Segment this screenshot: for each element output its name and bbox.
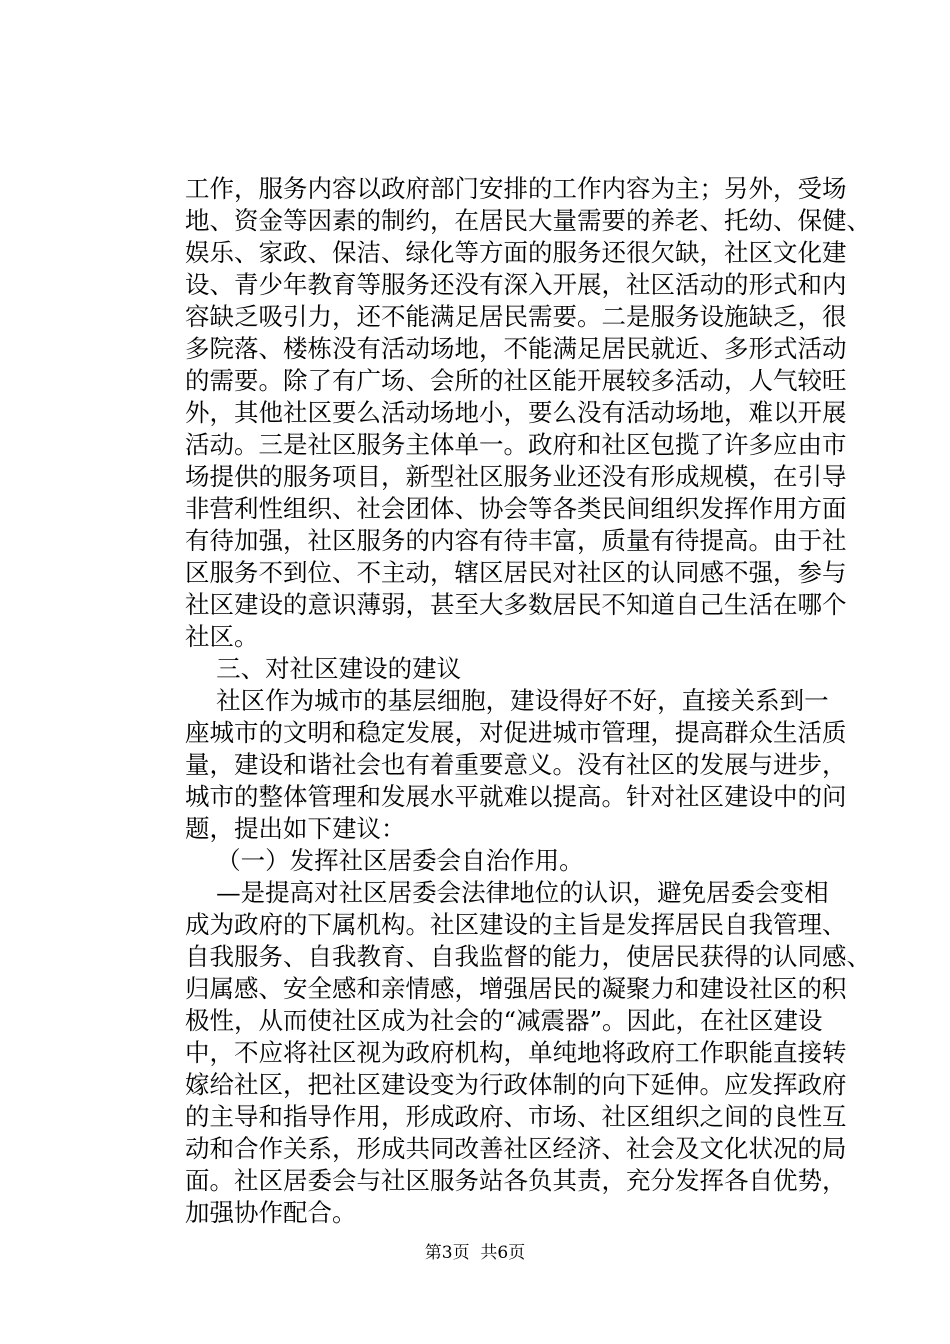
- text-line: 中，不应将社区视为政府机构，单纯地将政府工作职能直接转: [185, 1038, 847, 1067]
- text-line: 动和合作关系，形成共同改善社区经济、社会及文化状况的局: [185, 1134, 847, 1163]
- text-line: 极性，从而使社区成为社会的“减震器”。因此，在社区建设: [185, 1006, 823, 1035]
- text-line: 社区作为城市的基层细胞，建设得好不好，直接关系到一: [185, 686, 829, 715]
- text-line: 城市的整体管理和发展水平就难以提高。针对社区建设中的问: [185, 782, 847, 811]
- text-line: 工作，服务内容以政府部门安排的工作内容为主；另外，受场: [185, 174, 847, 203]
- text-line: 娱乐、家政、保洁、绿化等方面的服务还很欠缺，社区文化建: [185, 238, 847, 267]
- subsection-heading: （一）发挥社区居委会自治作用。: [185, 846, 584, 875]
- text-line: 座城市的文明和稳定发展，对促进城市管理，提高群众生活质: [185, 718, 847, 747]
- text-line: 区服务不到位、不主动，辖区居民对社区的认同感不强，参与: [185, 558, 847, 587]
- text-line: 面。社区居委会与社区服务站各负其责，充分发挥各自优势，: [185, 1166, 847, 1195]
- text-line: —是提高对社区居委会法律地位的认识，避免居委会变相: [185, 878, 829, 907]
- text-line: 嫁给社区，把社区建设变为行政体制的向下延伸。应发挥政府: [185, 1070, 847, 1099]
- text-line: 容缺乏吸引力，还不能满足居民需要。二是服务设施缺乏，很: [185, 302, 847, 331]
- text-line: 加强协作配合。: [185, 1198, 357, 1227]
- text-line: 社区。: [185, 622, 259, 651]
- text-line: 的主导和指导作用，形成政府、市场、社区组织之间的良性互: [185, 1102, 847, 1131]
- text-line: 设、青少年教育等服务还没有深入开展，社区活动的形式和内: [185, 270, 847, 299]
- text-line: 题，提出如下建议：: [185, 814, 406, 843]
- text-line: 成为政府的下属机构。社区建设的主旨是发挥居民自我管理、: [185, 910, 847, 939]
- section-heading: 三、对社区建设的建议: [185, 654, 462, 683]
- body-text: [185, 173, 871, 1229]
- text-line: 活动。三是社区服务主体单一。政府和社区包揽了许多应由市: [185, 430, 847, 459]
- text-line: 场提供的服务项目，新型社区服务业还没有形成规模，在引导: [185, 462, 847, 491]
- page-number-footer: 第3页 共6页: [424, 1243, 526, 1263]
- text-line: 有待加强，社区服务的内容有待丰富，质量有待提高。由于社: [185, 526, 847, 555]
- text-line: 归属感、安全感和亲情感，增强居民的凝聚力和建设社区的积: [185, 974, 847, 1003]
- text-line: 的需要。除了有广场、会所的社区能开展较多活动，人气较旺: [185, 366, 847, 395]
- text-line: 非营利性组织、社会团体、协会等各类民间组织发挥作用方面: [185, 494, 847, 523]
- text-line: 地、资金等因素的制约，在居民大量需要的养老、托幼、保健、: [185, 206, 871, 235]
- text-line: 外，其他社区要么活动场地小，要么没有活动场地，难以开展: [185, 398, 847, 427]
- text-line: 量，建设和谐社会也有着重要意义。没有社区的发展与进步，: [185, 750, 847, 779]
- text-line: 自我服务、自我教育、自我监督的能力，使居民获得的认同感、: [185, 942, 871, 971]
- text-line: 多院落、楼栋没有活动场地，不能满足居民就近、多形式活动: [185, 334, 847, 363]
- text-line: 社区建设的意识薄弱，甚至大多数居民不知道自己生活在哪个: [185, 590, 847, 619]
